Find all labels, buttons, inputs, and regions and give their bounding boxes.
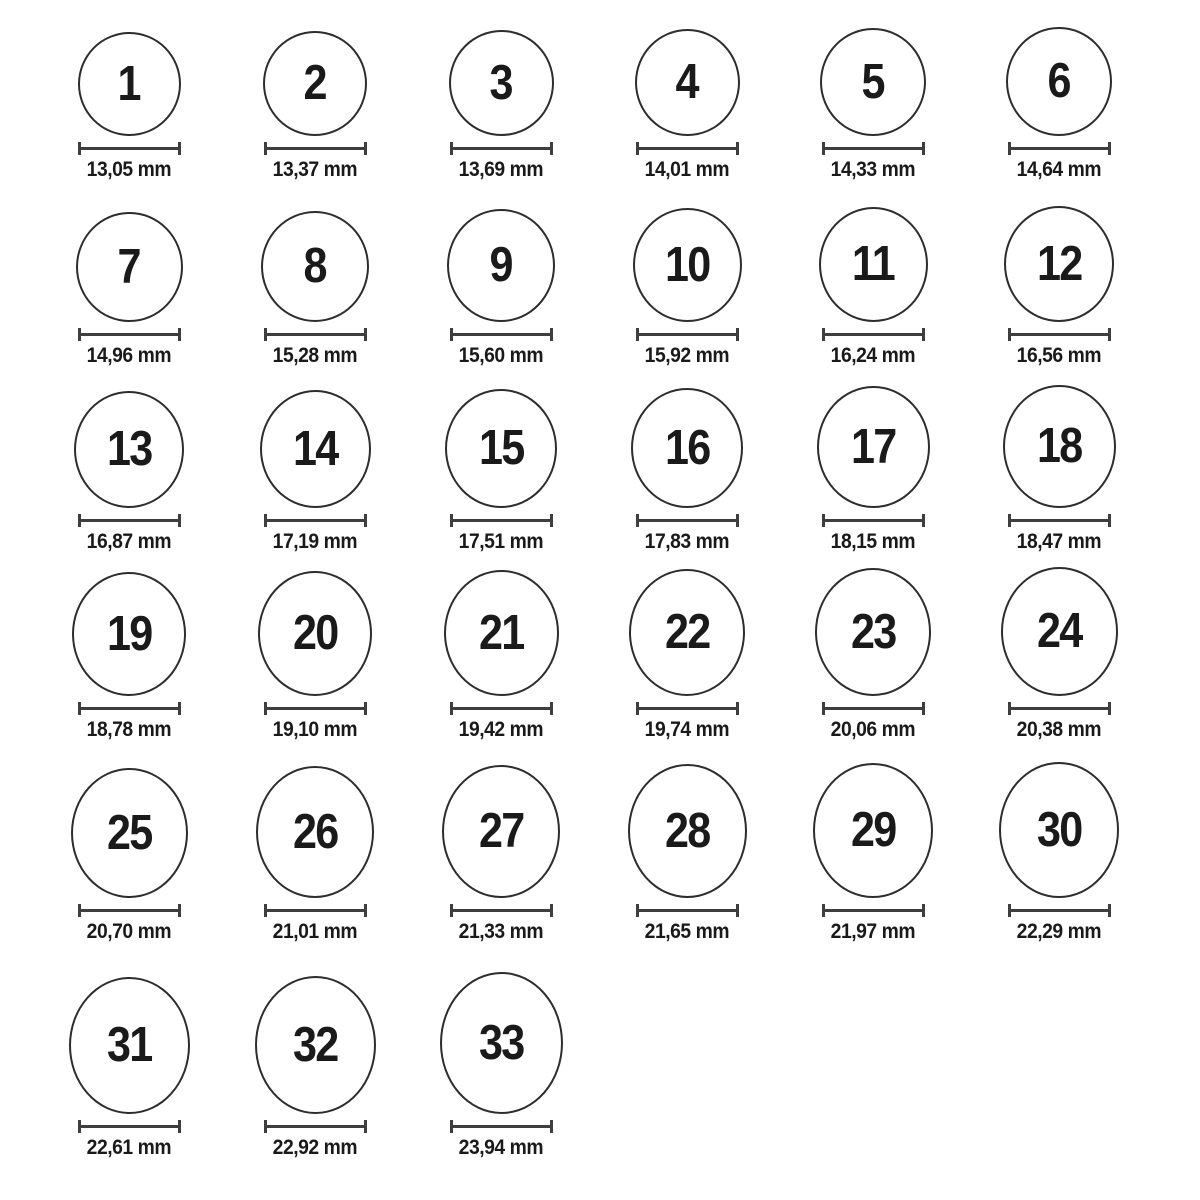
ring-circle [263,31,367,136]
ring-size-number: 33 [478,1015,524,1070]
ring-circle [1001,567,1118,696]
ring-size-item [222,182,408,368]
ring-size-item [594,368,780,554]
ring-size-number: 23 [850,604,896,659]
ring-size-item [594,554,780,742]
ring-circle [444,570,559,696]
ring-size-number: 17 [850,419,896,474]
ring-size-number: 5 [861,54,885,109]
diameter-label: 17,19 mm [272,530,358,553]
ring-size-number: 11 [851,237,895,291]
ring-size-number: 6 [1047,54,1071,108]
ring-size-number: 12 [1036,236,1082,291]
diameter-label: 15,92 mm [644,344,730,367]
ring-size-number: 29 [850,803,896,857]
ring-circle [633,208,742,322]
ring-size-item [780,0,966,182]
diameter-label: 17,83 mm [644,530,730,553]
ring-size-item [966,368,1152,554]
diameter-measure-line [1008,142,1111,155]
diameter-label: 21,65 mm [644,920,730,943]
diameter-measure-line [78,328,181,341]
diameter-label: 13,37 mm [272,158,358,181]
ring-circle [629,569,745,696]
ring-size-number: 10 [664,237,710,292]
ring-size-item [222,554,408,742]
ring-size-item [408,944,594,1160]
diameter-measure-line [822,328,925,341]
ring-circle [71,768,188,898]
diameter-measure-line [636,514,739,527]
diameter-measure-line [264,1120,367,1133]
diameter-measure-line [1008,328,1111,341]
ring-size-item [966,742,1152,944]
diameter-label: 21,01 mm [272,920,358,943]
ring-size-number: 14 [292,421,338,476]
diameter-measure-line [450,328,553,341]
diameter-label: 18,47 mm [1016,530,1102,553]
ring-size-item [594,0,780,182]
ring-size-number: 21 [478,605,524,660]
diameter-measure-line [1008,702,1111,715]
ring-size-item [780,554,966,742]
diameter-measure-line [822,514,925,527]
ring-size-item [966,554,1152,742]
diameter-label: 22,61 mm [86,1136,172,1159]
ring-size-item [36,944,222,1160]
ring-circle [76,212,183,322]
diameter-measure-line [264,702,367,715]
ring-circle [258,571,372,696]
diameter-label: 13,05 mm [86,158,172,181]
diameter-label: 21,97 mm [830,920,916,943]
ring-circle [813,763,933,898]
diameter-label: 15,60 mm [458,344,544,367]
diameter-measure-line [636,702,739,715]
ring-size-number: 15 [478,421,524,475]
ring-circle [631,388,743,508]
ring-size-number: 31 [106,1018,152,1072]
ring-size-number: 28 [664,803,710,858]
ring-size-item [36,368,222,554]
diameter-label: 14,01 mm [644,158,730,181]
ring-size-item [222,742,408,944]
ring-size-number: 4 [675,55,699,109]
diameter-measure-line [264,142,367,155]
ring-size-number: 18 [1036,419,1082,473]
ring-size-item [966,0,1152,182]
diameter-label: 22,92 mm [272,1136,358,1159]
ring-size-number: 7 [117,239,141,294]
diameter-measure-line [822,904,925,917]
diameter-label: 21,33 mm [458,920,544,943]
ring-size-item [36,182,222,368]
ring-size-number: 27 [478,804,524,858]
ring-size-item [408,182,594,368]
ring-circle [628,764,747,898]
diameter-measure-line [78,142,181,155]
diameter-measure-line [78,1120,181,1133]
diameter-label: 19,10 mm [272,718,358,741]
diameter-label: 18,78 mm [86,718,172,741]
diameter-label: 15,28 mm [272,344,358,367]
ring-circle [447,209,555,322]
ring-size-item [36,0,222,182]
ring-circle [999,762,1119,898]
ring-size-number: 25 [106,805,152,860]
ring-circle [78,32,181,136]
diameter-measure-line [450,1120,553,1133]
diameter-label: 19,42 mm [458,718,544,741]
diameter-label: 19,74 mm [644,718,730,741]
ring-circle [255,976,376,1114]
diameter-label: 14,33 mm [830,158,916,181]
ring-circle [74,391,184,508]
ring-size-item [966,182,1152,368]
ring-size-number: 9 [489,238,513,292]
ring-circle [819,207,928,322]
diameter-label: 16,87 mm [86,530,172,553]
diameter-label: 14,64 mm [1016,158,1102,181]
diameter-measure-line [822,142,925,155]
ring-circle [1006,27,1112,136]
ring-size-number: 26 [292,804,338,859]
ring-circle [442,765,560,898]
diameter-label: 17,51 mm [458,530,544,553]
ring-circle [261,211,369,322]
ring-size-number: 13 [106,422,152,476]
ring-size-number: 32 [292,1017,338,1072]
ring-size-item [594,182,780,368]
ring-circle [1004,206,1114,322]
ring-circle [815,568,931,696]
ring-size-number: 24 [1036,604,1082,658]
diameter-label: 20,38 mm [1016,718,1102,741]
ring-size-item [594,742,780,944]
ring-size-item [222,944,408,1160]
ring-circle [1003,385,1116,508]
ring-circle [69,977,190,1114]
ring-size-item [408,0,594,182]
diameter-measure-line [264,514,367,527]
ring-circle [817,386,930,508]
diameter-label: 13,69 mm [458,158,544,181]
diameter-measure-line [636,142,739,155]
diameter-measure-line [636,904,739,917]
ring-size-number: 20 [292,606,338,660]
diameter-label: 16,24 mm [830,344,916,367]
diameter-measure-line [78,702,181,715]
ring-size-item [222,0,408,182]
ring-circle [72,572,186,696]
diameter-measure-line [822,702,925,715]
diameter-measure-line [78,514,181,527]
ring-size-number: 16 [664,420,710,475]
diameter-measure-line [1008,904,1111,917]
diameter-label: 22,29 mm [1016,920,1102,943]
ring-size-item [780,742,966,944]
diameter-label: 14,96 mm [86,344,172,367]
ring-size-number: 30 [1036,802,1082,857]
ring-size-item [408,368,594,554]
diameter-measure-line [264,904,367,917]
diameter-measure-line [1008,514,1111,527]
ring-size-item [36,554,222,742]
diameter-measure-line [78,904,181,917]
ring-circle [635,29,740,136]
diameter-measure-line [450,142,553,155]
diameter-measure-line [450,702,553,715]
ring-circle [440,972,563,1114]
ring-size-item [780,182,966,368]
ring-size-number: 22 [664,605,710,659]
ring-size-number: 3 [489,55,513,110]
diameter-label: 18,15 mm [830,530,916,553]
diameter-measure-line [450,904,553,917]
ring-circle [449,30,554,136]
ring-size-number: 8 [303,239,327,293]
ring-size-item [408,742,594,944]
ring-size-item [222,368,408,554]
ring-size-item [780,368,966,554]
diameter-label: 20,06 mm [830,718,916,741]
ring-circle [445,389,557,508]
diameter-label: 20,70 mm [86,920,172,943]
diameter-measure-line [636,328,739,341]
ring-size-item [408,554,594,742]
diameter-label: 16,56 mm [1016,344,1102,367]
ring-size-number: 2 [303,56,327,110]
ring-size-number: 19 [106,606,152,661]
ring-circle [820,28,926,136]
diameter-label: 23,94 mm [458,1136,544,1159]
diameter-measure-line [450,514,553,527]
ring-size-item [36,742,222,944]
ring-size-number: 1 [117,56,141,111]
ring-circle [260,390,371,508]
ring-circle [256,766,374,898]
diameter-measure-line [264,328,367,341]
